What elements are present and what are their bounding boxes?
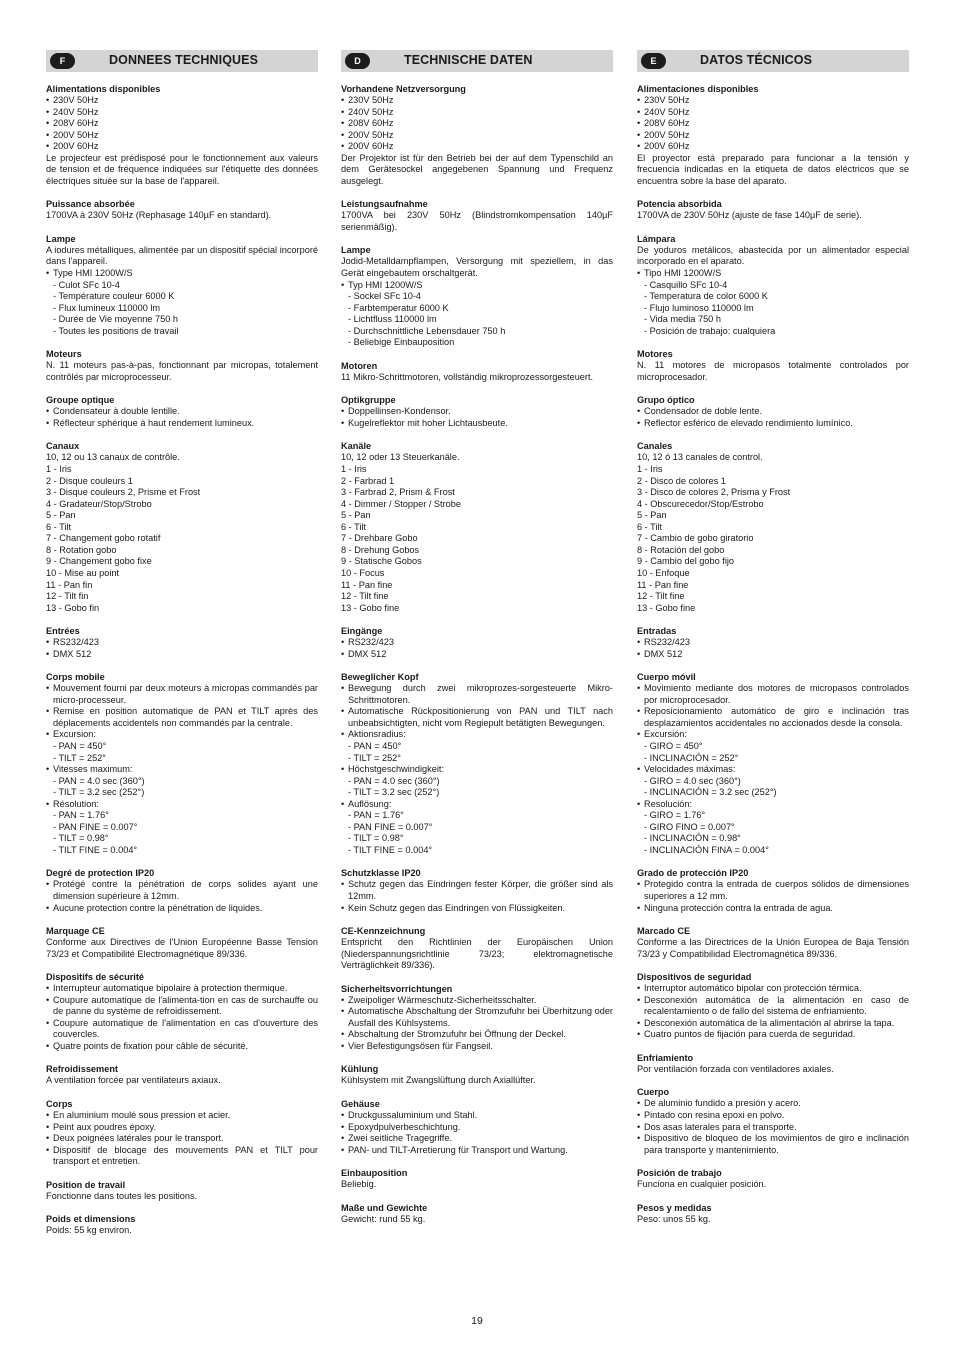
text-line: 2 - Farbrad 1 (341, 475, 395, 486)
bullet-item: • Type HMI 1200W/S (46, 268, 318, 280)
section-header (46, 50, 318, 72)
spec-section (341, 1167, 613, 1191)
section-title: Marcado CE (637, 926, 691, 937)
text-line: 10, 12 ou 13 canaux de contrôle. (46, 452, 180, 463)
text-line: Beliebig. (341, 1179, 377, 1190)
text-line: 7 - Drehbare Gobo (341, 533, 418, 544)
section-title: Dispositivos de seguridad (637, 972, 752, 983)
text-line: Fonctionne dans toutes les positions. (46, 1190, 198, 1201)
sub-item: - TILT = 0.98° (53, 833, 109, 844)
section-title: Vorhandene Netzversorgung (341, 84, 466, 94)
sub-item: - Culot SFc 10-4 (53, 279, 120, 290)
paragraph: Jodid-Metalldampflampen, Versorgung mit speziellem, in das Gerät eingebautem orschaltgerät. (341, 256, 613, 279)
section-title: Canaux (46, 441, 80, 452)
sub-item: - Vida media 750 h (644, 314, 721, 325)
bullet-item: • Epoxydpulverbeschichtung. (341, 1122, 613, 1134)
sub-item: - Toutes les positions de travail (53, 325, 179, 336)
bullet-item: • Zwei seitliche Tragegriffe. (341, 1133, 613, 1145)
paragraph: Entspricht den Richtlinien der Europäischen Union (Niederspannungsrichtlinie 73/23; elektromagnetische Verträglichkeit 89/336). (341, 937, 613, 971)
bullet-item: • Aucune protection contre la pénétration de liquides. (46, 903, 318, 915)
sub-item: - PAN = 450° (348, 740, 402, 751)
text-line: 3 - Disco de colores 2, Prisma y Frost (637, 487, 791, 498)
bullet-item: • Velocidades máximas: (637, 764, 909, 776)
text-line: Kühlsystem mit Zwangslüftung durch Axiallüfter. (341, 1075, 536, 1086)
text-line: 5 - Pan (341, 510, 371, 521)
bullet-item: • 230V 50Hz (637, 95, 909, 107)
bullet-item: • Dispositif de blocage des mouvements PAN et TILT pour transport et entretien. (46, 1145, 318, 1168)
bullet-item: • 208V 60Hz (46, 118, 318, 130)
paragraph: Conforme aux Directives de l'Union Européenne Basse Tension 73/23 et Compatibilité Electromagnétique 89/336. (46, 937, 318, 959)
text-line: 6 - Tilt (46, 521, 72, 532)
spec-section (637, 348, 909, 383)
bullet-item: • Desconexión automática de la alimentación al abrirse la tapa. (637, 1018, 909, 1030)
bullet-item: • En aluminium moulé sous pression et acier. (46, 1110, 318, 1122)
bullet-item: • Typ HMI 1200W/S (341, 280, 613, 292)
text-line: 10, 12 oder 13 Steuerkanäle. (341, 452, 460, 463)
sub-item: - INCLINACIÓN = 3.2 sec (252°) (644, 787, 777, 798)
bullet-item: • Abschaltung der Stromzufuhr bei Öffnung der Deckel. (341, 1029, 613, 1041)
text-line: A ventilation forcée par ventilateurs axiaux. (46, 1075, 221, 1086)
sub-item: - TILT = 252° (348, 752, 401, 763)
paragraph: Der Projektor ist für den Betrieb bei der auf dem Typenschild an dem Gerätesockel angegebenen Spannung und Frequenz ausgelegt. (341, 152, 613, 186)
text-line: 3 - Disque couleurs 2, Prisme et Frost (46, 487, 201, 498)
bullet-item: • PAN- und TILT-Arretierung für Transport und Wartung. (341, 1145, 613, 1157)
sub-item: - Température couleur 6000 K (53, 291, 175, 302)
text-line: 9 - Changement gobo fixe (46, 556, 152, 567)
spec-section (46, 671, 318, 856)
spec-section (637, 625, 909, 660)
paragraph: El proyector está preparado para funcionar a la tensión y frecuencia indicadas en la etiqueta de datos eléctricos que se encuentra sobre la base del aparato. (637, 152, 909, 186)
spec-section (341, 360, 613, 384)
bullet-item: • Tipo HMI 1200W/S (637, 268, 909, 280)
text-line: 5 - Pan (637, 510, 667, 521)
bullet-item: • Protegido contra la entrada de cuerpos sólidos de dimensiones superiores a 12 mm. (637, 879, 909, 902)
text-line: 13 - Gobo fine (637, 602, 696, 613)
text-line: 8 - Rotation gobo (46, 544, 117, 555)
column-french (46, 50, 318, 1248)
bullet-item: • Interruptor automático bipolar con protección térmica. (637, 983, 909, 995)
bullet-item: • Reflector esférico de elevado rendimiento lumínico. (637, 418, 909, 430)
text-line: 1 - Iris (341, 464, 367, 475)
bullet-item: • Remise en position automatique de PAN et TILT après des déplacements accidentels non commandés par la centrale. (46, 706, 318, 729)
text-line: 5 - Pan (46, 510, 76, 521)
sub-item: - Durée de Vie moyenne 750 h (53, 314, 178, 325)
spec-section (46, 1179, 318, 1203)
bullet-item: • 240V 50Hz (46, 107, 318, 119)
spec-section (637, 394, 909, 429)
spec-section (637, 971, 909, 1041)
section-title: Pesos y medidas (637, 1202, 712, 1213)
spec-section (341, 198, 613, 233)
text-line: 4 - Dimmer / Stopper / Strobe (341, 498, 461, 509)
text-line: 1700VA à 230V 50Hz (Rephasage 140µF en standard). (46, 210, 272, 221)
spec-section (341, 1098, 613, 1156)
bullet-item: • Résolution: (46, 799, 318, 811)
bullet-item: • Deux poignées latérales pour le transport. (46, 1133, 318, 1145)
spec-section (341, 244, 613, 348)
paragraph: N. 11 moteurs pas-à-pas, fonctionnant par micropas, totalement contrôlés par microprocesseur. (46, 360, 318, 382)
bullet-item: • Coupure automatique de l'alimenta-tion en cas de surchauffe ou de panne du système de refroidissement. (46, 995, 318, 1018)
spec-section (46, 1098, 318, 1168)
bullet-item: • Excursion: (46, 729, 318, 741)
bullet-item: • Kugelreflektor mit hoher Lichtausbeute. (341, 418, 613, 430)
sub-item: - INCLINACIÓN FINA = 0.004° (644, 844, 769, 855)
column-title: TECHNISCHE DATEN (404, 53, 533, 67)
text-line: 3 - Farbrad 2, Prism & Frost (341, 487, 455, 498)
text-line: 11 - Pan fin (46, 579, 93, 590)
spec-section (46, 394, 318, 429)
bullet-item: • Réflecteur sphérique à haut rendement lumineux. (46, 418, 318, 430)
bullet-item: • 200V 50Hz (637, 130, 909, 142)
section-title: Schutzklasse IP20 (341, 868, 421, 879)
text-line: 8 - Rotación del gobo (637, 544, 725, 555)
text-line: 1 - Iris (46, 464, 72, 475)
bullet-item: • Automatische Rückpositionierung von PAN und TILT nach unbeabsichtigten, nicht vom Regiepult betätigten Bewegungen. (341, 706, 613, 729)
bullet-item: • Movimiento mediante dos motores de micropasos controlados por microprocesador. (637, 683, 909, 706)
text-line: 4 - Obscurecedor/Stop/Estrobo (637, 498, 764, 509)
bullet-item: • Doppellinsen-Kondensor. (341, 406, 613, 418)
text-line: 10 - Enfoque (637, 567, 690, 578)
section-title: Maße und Gewichte (341, 1202, 428, 1213)
paragraph: Le projecteur est prédisposé pour le fonctionnement aux valeurs de tension et de fréquence indiquées sur l'étiquette des données électriques située sur la base de l'appareil. (46, 152, 318, 186)
section-title: Corps mobile (46, 672, 105, 683)
section-title: Sicherheitsvorrichtungen (341, 983, 453, 994)
bullet-item: • Kein Schutz gegen das Eindringen von Flüssigkeiten. (341, 903, 613, 915)
bullet-item: • 230V 50Hz (46, 95, 318, 107)
text-line: 11 Mikro-Schrittmotoren, vollständig mikroprozessorgesteuert. (341, 371, 594, 382)
spec-section (46, 233, 318, 337)
spec-section (637, 83, 909, 187)
sub-item: - PAN = 450° (53, 740, 107, 751)
text-line: 4 - Gradateur/Stop/Strobo (46, 498, 152, 509)
bullet-item: • Zweipoliger Wärmeschutz-Sicherheitsschalter. (341, 995, 613, 1007)
section-header (341, 50, 613, 72)
language-badge: F (50, 53, 75, 69)
text-line: 10 - Focus (341, 567, 385, 578)
bullet-item: • Dos asas laterales para el transporte. (637, 1122, 909, 1134)
section-title: Lampe (341, 245, 371, 256)
section-title: Degré de protection IP20 (46, 868, 155, 879)
bullet-item: • Resolución: (637, 799, 909, 811)
sub-item: - Sockel SFc 10-4 (348, 291, 422, 302)
section-title: Refroidissement (46, 1064, 118, 1075)
text-line: 13 - Gobo fin (46, 602, 100, 613)
spec-section (637, 867, 909, 914)
bullet-item: • Excursión: (637, 729, 909, 741)
text-line: 1700VA de 230V 50Hz (ajuste de fase 140µF de serie). (637, 210, 862, 221)
spec-section (637, 1202, 909, 1226)
section-title: Alimentaciones disponibles (637, 84, 759, 94)
spec-section (341, 394, 613, 429)
text-line: 11 - Pan fine (637, 579, 689, 590)
bullet-item: • DMX 512 (46, 649, 318, 661)
bullet-item: • Peint aux poudres époxy. (46, 1122, 318, 1134)
section-title: Alimentations disponibles (46, 84, 161, 94)
text-line: 2 - Disque couleurs 1 (46, 475, 133, 486)
spec-section (637, 440, 909, 614)
section-title: Gehäuse (341, 1099, 380, 1109)
spec-section (46, 1063, 318, 1087)
bullet-item: • 230V 50Hz (341, 95, 613, 107)
spec-section (341, 983, 613, 1053)
bullet-item: • Protégé contre la pénétration de corps solides ayant une dimension supérieure à 12mm. (46, 879, 318, 902)
spec-section (341, 925, 613, 972)
bullet-item: • Desconexión automática de la alimentación en caso de recalentamiento o de fallo del sistema de enfriamiento. (637, 995, 909, 1018)
spec-section (341, 867, 613, 914)
section-title: Groupe optique (46, 395, 115, 406)
bullet-item: • Auflösung: (341, 799, 613, 811)
section-title: Entradas (637, 626, 677, 637)
text-line: 13 - Gobo fine (341, 602, 400, 613)
bullet-item: • Reposicionamiento automático de giro e inclinación tras desplazamientos accidentales no accionados desde la consola. (637, 706, 909, 729)
section-title: CE-Kennzeichnung (341, 926, 426, 937)
section-title: Entrées (46, 626, 80, 637)
sub-item: - Flux lumineux 110000 lm (53, 302, 161, 313)
section-title: Dispositifs de sécurité (46, 972, 145, 983)
paragraph: 1700VA bei 230V 50Hz (Blindstromkompensation 140µF serienmäßig). (341, 210, 613, 232)
bullet-item: • Bewegung durch zwei mikroprozes-sorgesteuerte Mikro-Schrittmotoren. (341, 683, 613, 706)
column-german (341, 50, 613, 1236)
section-title: Enfriamiento (637, 1052, 694, 1063)
bullet-item: • De aluminio fundido a presión y acero. (637, 1098, 909, 1110)
bullet-item: • RS232/423 (637, 637, 909, 649)
bullet-item: • Vitesses maximum: (46, 764, 318, 776)
section-title: Grado de protección IP20 (637, 868, 749, 879)
bullet-item: • Cuatro puntos de fijación para cuerda de seguridad. (637, 1029, 909, 1041)
text-line: Peso: unos 55 kg. (637, 1213, 711, 1224)
text-line: 9 - Cambio del gobo fijo (637, 556, 735, 567)
bullet-item: • Mouvement fourni par deux moteurs à micropas commandés par micro-processeur. (46, 683, 318, 706)
section-header (637, 50, 909, 72)
spec-section (637, 671, 909, 856)
bullet-item: • Automatische Abschaltung der Stromzufuhr bei Überhitzung oder Ausfall des Kühlsystems. (341, 1006, 613, 1029)
text-line: 7 - Cambio de gobo giratorio (637, 533, 754, 544)
text-line: 11 - Pan fine (341, 579, 393, 590)
bullet-item: • Pintado con resina epoxi en polvo. (637, 1110, 909, 1122)
column-title: DATOS TÉCNICOS (700, 53, 813, 67)
bullet-item: • Coupure automatique de l'alimentation en cas d'ouverture des couvercles. (46, 1018, 318, 1041)
spec-section (46, 198, 318, 222)
spec-section (341, 83, 613, 187)
section-title: Motoren (341, 360, 378, 371)
spec-section (46, 1213, 318, 1237)
column-body (637, 83, 909, 1225)
bullet-item: • 200V 60Hz (341, 141, 613, 153)
spec-section (637, 1167, 909, 1191)
section-title: Cuerpo móvil (637, 672, 696, 683)
sub-item: - PAN = 1.76° (53, 810, 109, 821)
spec-section (637, 925, 909, 960)
sub-item: - Lichtfluss 110000 lm (348, 314, 437, 325)
sub-item: - GIRO = 1.76° (644, 810, 706, 821)
bullet-item: • 200V 60Hz (637, 141, 909, 153)
spec-section (637, 198, 909, 222)
bullet-item: • 200V 60Hz (46, 141, 318, 153)
text-line: Gewicht: rund 55 kg. (341, 1213, 426, 1224)
sub-item: - GIRO = 450° (644, 740, 703, 751)
column-body (46, 83, 318, 1237)
sub-item: - GIRO = 4.0 sec (360°) (644, 775, 741, 786)
text-line: 10 - Mise au point (46, 567, 120, 578)
text-line: Poids: 55 kg environ. (46, 1225, 132, 1236)
paragraph: Conforme a las Directrices de la Unión Europea de Baja Tensión 73/23 y Compatibilidad Electromagnética 89/336. (637, 937, 909, 959)
paragraph: De yoduros metálicos, abastecida por un alimentador especial incorporado en el aparato. (637, 244, 909, 267)
section-title: Position de travail (46, 1179, 126, 1190)
sub-item: - Temperatura de color 6000 K (644, 291, 768, 302)
language-badge: E (641, 53, 666, 69)
section-title: Motores (637, 349, 673, 360)
section-title: Poids et dimensions (46, 1214, 136, 1225)
section-title: Optikgruppe (341, 395, 396, 406)
bullet-item: • DMX 512 (341, 649, 613, 661)
bullet-item: • Interrupteur automatique bipolaire à protection thermique. (46, 983, 318, 995)
spec-section (637, 1052, 909, 1076)
sub-item: - PAN = 4.0 sec (360°) (53, 775, 145, 786)
sub-item: - TILT FINE = 0.004° (53, 844, 138, 855)
section-title: Lámpara (637, 233, 676, 244)
bullet-item: • 208V 60Hz (637, 118, 909, 130)
spec-section (46, 440, 318, 614)
sub-item: - Durchschnittliche Lebensdauer 750 h (348, 325, 506, 336)
bullet-item: • 240V 50Hz (637, 107, 909, 119)
text-line: Funciona en cualquier posición. (637, 1179, 767, 1190)
bullet-item: • Aktionsradius: (341, 729, 613, 741)
sub-item: - GIRO FINO = 0.007° (644, 821, 735, 832)
sub-item: - PAN FINE = 0.007° (348, 821, 433, 832)
spec-section (46, 83, 318, 187)
column-spanish (637, 50, 909, 1236)
section-title: Marquage CE (46, 926, 105, 937)
sub-item: - TILT = 3.2 sec (252°) (348, 787, 440, 798)
column-title: DONNEES TECHNIQUES (109, 53, 259, 67)
language-badge: D (345, 53, 370, 69)
section-title: Canales (637, 441, 673, 452)
text-line: 12 - Tilt fin (46, 591, 89, 602)
section-title: Kühlung (341, 1064, 379, 1075)
sub-item: - PAN = 1.76° (348, 810, 404, 821)
spec-section (341, 1063, 613, 1087)
spec-section (341, 625, 613, 660)
spec-section (46, 348, 318, 383)
spec-section (637, 233, 909, 337)
sub-item: - TILT FINE = 0.004° (348, 844, 433, 855)
text-line: 8 - Drehung Gobos (341, 544, 420, 555)
text-line: 1 - Iris (637, 464, 663, 475)
paragraph: A iodures métalliques, alimentée par un dispositif spécial incorporé dans l'appareil. (46, 244, 318, 267)
sub-item: - Flujo luminoso 110000 lm (644, 302, 754, 313)
bullet-item: • 208V 60Hz (341, 118, 613, 130)
bullet-item: • 240V 50Hz (341, 107, 613, 119)
section-title: Potencia absorbida (637, 199, 722, 210)
sub-item: - PAN = 4.0 sec (360°) (348, 775, 440, 786)
sub-item: - INCLINACIÓN = 252° (644, 752, 739, 763)
bullet-item: • Dispositivo de bloqueo de los movimientos de giro e inclinación para transporte y mantenimiento. (637, 1133, 909, 1156)
spec-section (46, 625, 318, 660)
section-title: Beweglicher Kopf (341, 672, 419, 683)
sub-item: - TILT = 252° (53, 752, 106, 763)
spec-section (637, 1086, 909, 1156)
section-title: Moteurs (46, 349, 82, 360)
text-line: 7 - Changement gobo rotatif (46, 533, 161, 544)
bullet-item: • Druckgussaluminium und Stahl. (341, 1110, 613, 1122)
section-title: Grupo óptico (637, 395, 695, 406)
page-number: 19 (471, 1315, 483, 1327)
bullet-item: • Condensateur à double lentille. (46, 406, 318, 418)
sub-item: - Casquillo SFc 10-4 (644, 279, 728, 290)
text-line: 2 - Disco de colores 1 (637, 475, 726, 486)
bullet-item: • Ninguna protección contra la entrada de agua. (637, 903, 909, 915)
bullet-item: • Schutz gegen das Eindringen fester Körper, die größer sind als 12mm. (341, 879, 613, 902)
sub-item: - Posición de trabajo: cualquiera (644, 325, 776, 336)
bullet-item: • Quatre points de fixation pour câble de sécurité. (46, 1041, 318, 1053)
sub-item: - Farbtemperatur 6000 K (348, 302, 449, 313)
sub-item: - Beliebige Einbauposition (348, 337, 455, 348)
section-title: Posición de trabajo (637, 1168, 722, 1179)
spec-section (46, 971, 318, 1052)
sub-item: - TILT = 3.2 sec (252°) (53, 787, 145, 798)
sub-item: - PAN FINE = 0.007° (53, 821, 138, 832)
section-title: Cuerpo (637, 1087, 670, 1098)
section-title: Lampe (46, 233, 76, 244)
text-line: 10, 12 ó 13 canales de control. (637, 452, 763, 463)
spec-section (341, 671, 613, 856)
sub-item: - TILT = 0.98° (348, 833, 404, 844)
section-title: Eingänge (341, 626, 383, 637)
section-title: Puissance absorbée (46, 199, 135, 210)
section-title: Leistungsaufnahme (341, 199, 428, 210)
text-line: 6 - Tilt (637, 521, 663, 532)
bullet-item: • Vier Befestigungsösen für Fangseil. (341, 1041, 613, 1053)
bullet-item: • RS232/423 (46, 637, 318, 649)
spec-section (46, 867, 318, 914)
spec-section (341, 440, 613, 614)
bullet-item: • Condensador de doble lente. (637, 406, 909, 418)
text-line: 6 - Tilt (341, 521, 367, 532)
bullet-item: • 200V 50Hz (341, 130, 613, 142)
column-body (341, 83, 613, 1225)
section-title: Einbauposition (341, 1168, 408, 1179)
text-line: 12 - Tilt fine (341, 591, 389, 602)
bullet-item: • DMX 512 (637, 649, 909, 661)
section-title: Corps (46, 1099, 73, 1109)
text-line: 9 - Statische Gobos (341, 556, 422, 567)
bullet-item: • RS232/423 (341, 637, 613, 649)
sub-item: - INCLINACIÓN = 0.98° (644, 833, 741, 844)
paragraph: N. 11 motores de micropasos totalmente controlados por microprocesador. (637, 360, 909, 382)
section-title: Kanäle (341, 441, 372, 452)
bullet-item: • Höchstgeschwindigkeit: (341, 764, 613, 776)
spec-section (341, 1202, 613, 1226)
text-line: Por ventilación forzada con ventiladores axiales. (637, 1063, 834, 1074)
bullet-item: • 200V 50Hz (46, 130, 318, 142)
text-line: 12 - Tilt fine (637, 591, 685, 602)
spec-section (46, 925, 318, 960)
